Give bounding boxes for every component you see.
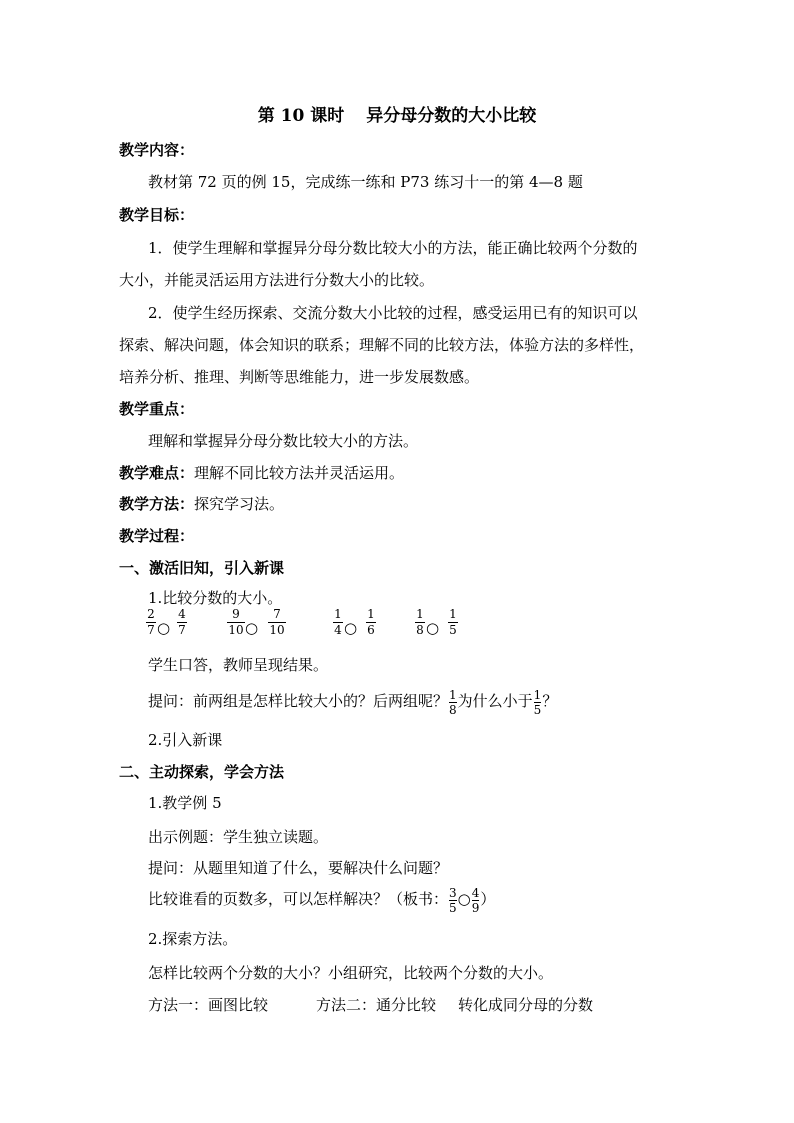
process-heading: 教学过程： — [119, 527, 195, 545]
difficulty-heading: 教学难点： — [119, 464, 195, 482]
method-two: 方法二：通分比较 — [316, 996, 437, 1014]
compare-line: 比较谁看的页数多，可以怎样解决？（板书： $\frac{3}{5}$ ○ $\frac{4}{9}$ ） — [148, 885, 496, 915]
how-to-compare: 怎样比较两个分数的大小？小组研究，比较两个分数的大小。 — [148, 964, 554, 982]
goal-2-line-2: 探索、解决问题，体会知识的联系；理解不同的比较方法，体验方法的多样性， — [119, 336, 645, 354]
goal-1-line-2: 大小，并能灵活运用方法进行分数大小的比较。 — [119, 271, 435, 289]
board-fraction-1: $\frac{3}{5}$ — [449, 885, 457, 915]
question-fraction-2: $\frac{1}{5}$ — [533, 687, 542, 717]
method-text: 探究学习法。 — [194, 495, 285, 513]
method-heading: 教学方法： — [119, 495, 195, 513]
section-1-item-1: 1.比较分数的大小。 — [148, 589, 283, 607]
compare-circle-4: ○ — [426, 619, 440, 637]
section-1-item-2: 2.引入新课 — [148, 731, 223, 749]
student-answer: 学生口答，教师呈现结果。 — [148, 656, 329, 674]
difficulty-line — [119, 463, 404, 483]
board-compare-circle: ○ — [457, 890, 471, 908]
lesson-topic: 异分母分数的大小比较 — [366, 106, 537, 126]
fraction-pair-2-right: 7 10 — [269, 607, 285, 637]
method-two-note: 转化成同分母的分数 — [458, 996, 594, 1014]
fraction-pair-3-left: 1 4 — [334, 607, 342, 637]
compare-circle-3: ○ — [344, 619, 358, 637]
fraction-pair-2-left: 9 10 — [228, 607, 244, 637]
section-2-heading: 二、主动探索，学会方法 — [119, 763, 285, 781]
compare-circle-2: ○ — [245, 619, 259, 637]
lesson-number: 第 10 课时 — [257, 106, 345, 126]
ask-question: 提问：从题里知道了什么，要解决什么问题？ — [148, 859, 449, 877]
fraction-pair-4-right: 1 5 — [449, 607, 457, 637]
page-title — [0, 106, 794, 126]
method-one: 方法一：画图比较 — [148, 996, 269, 1014]
key-text: 理解和掌握异分母分数比较大小的方法。 — [148, 432, 419, 450]
goal-2-line-3: 培养分析、推理、判断等思维能力，进一步发展数感。 — [119, 368, 480, 386]
show-example: 出示例题：学生独立读题。 — [148, 828, 329, 846]
goal-1-line-1: 1．使学生理解和掌握异分母分数比较大小的方法，能正确比较两个分数的 — [148, 239, 638, 257]
fraction-pair-1-left: 2 7 — [147, 607, 155, 637]
fraction-pair-3-right: 1 6 — [367, 607, 375, 637]
compare-circle-1: ○ — [157, 619, 171, 637]
goals-heading: 教学目标： — [119, 206, 195, 224]
methods-line — [148, 995, 593, 1015]
goal-2-line-1: 2．使学生经历探索、交流分数大小比较的过程，感受运用已有的知识可以 — [148, 304, 638, 322]
board-fraction-2: $\frac{4}{9}$ — [471, 885, 480, 915]
question-line: 提问：前两组是怎样比较大小的？后两组呢？ $\frac{1}{8}$ 为什么小于 $\frac{1}{5}$ ？ — [148, 687, 558, 717]
section-2-item-1: 1.教学例 5 — [148, 794, 222, 812]
content-text: 教材第 72 页的例 15，完成练一练和 P73 练习十一的第 4—8 题 — [148, 173, 583, 191]
fraction-pair-1-right: 4 7 — [178, 607, 186, 637]
method-line — [119, 494, 284, 514]
content-heading: 教学内容： — [119, 141, 195, 159]
key-heading: 教学重点： — [119, 400, 195, 418]
fraction-pair-4-left: 1 8 — [416, 607, 424, 637]
section-2-item-2: 2.探索方法。 — [148, 930, 238, 948]
question-fraction-1: $\frac{1}{8}$ — [449, 687, 457, 717]
section-1-heading: 一、激活旧知，引入新课 — [119, 559, 285, 577]
difficulty-text: 理解不同比较方法并灵活运用。 — [194, 464, 405, 482]
